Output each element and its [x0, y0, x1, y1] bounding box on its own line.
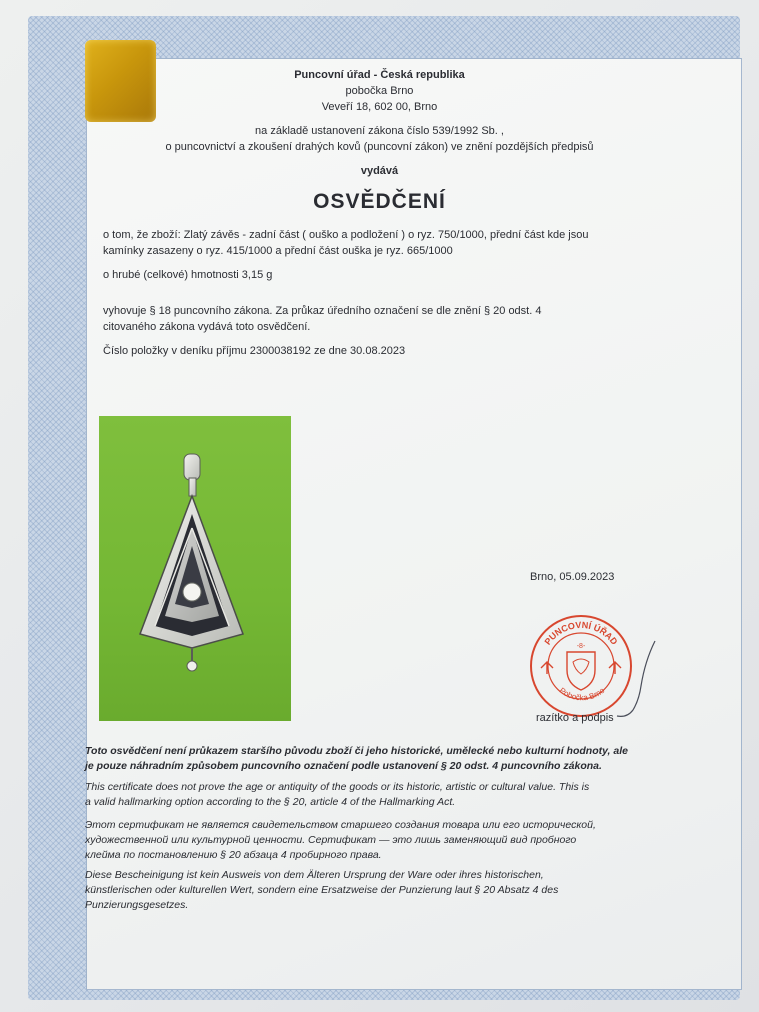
compliance-line2: citovaného zákona vydává toto osvědčení.	[103, 321, 311, 333]
gross-weight: o hrubé (celkové) hmotnosti 3,15 g	[103, 269, 273, 281]
goods-description-line1: o tom, že zboží: Zlatý závěs - zadní část ( ouško a podložení ) o ryz. 750/1000, přední část kde jsou	[103, 229, 589, 241]
office-address: Veveří 18, 602 00, Brno	[321, 101, 438, 113]
disclaimer-de-line3: Punzierungsgesetzes.	[85, 899, 189, 911]
office-branch: pobočka Brno	[345, 85, 414, 97]
disclaimer-de-line1: Diese Bescheinigung ist kein Ausweis von dem Älteren Ursprung der Ware oder ihres historischen,	[85, 869, 544, 881]
stamp-number: -8-	[576, 643, 586, 650]
law-description: o puncovnictví a zkoušení drahých kovů (puncovní zákon) ve znění pozdějších předpisů	[165, 141, 594, 153]
disclaimer-cz-line2: je pouze náhradním způsobem puncovního označení podle ustanovení § 20 odst. 4 puncovního zákona.	[85, 760, 602, 772]
disclaimer-de-line2: künstlerischen oder kulturellen Wert, sondern eine Ersatzweise der Punzierung laut § 20 Absatz 4 des	[85, 884, 559, 896]
disclaimer-ru-line1: Этот сертификат не является свидетельством старшего создания товара или его исторической,	[85, 819, 596, 831]
disclaimer-ru-line3: клейма по постановлению § 20 абзаца 4 пробирного права.	[85, 849, 382, 861]
compliance-line1: vyhovuje § 18 puncovního zákona. Za průkaz úředního označení se dle znění § 20 odst. 4	[103, 305, 542, 317]
signature-label: razítko a podpis	[536, 712, 614, 724]
signature-icon	[605, 635, 665, 725]
disclaimer-cz-line1: Toto osvědčení není průkazem staršího původu zboží či jeho historické, umělecké nebo kulturní hodnoty, ale	[85, 745, 628, 757]
law-reference: na základě ustanovení zákona číslo 539/1992 Sb. ,	[255, 125, 504, 137]
place-and-date: Brno, 05.09.2023	[530, 571, 615, 583]
pendant-photo	[99, 416, 291, 721]
svg-text:Pobočka Brno	[558, 686, 607, 703]
record-number: Číslo položky v deníku příjmu 2300038192 ze dne 30.08.2023	[103, 345, 406, 357]
office-name: Puncovní úřad - Česká republika	[294, 69, 465, 81]
pendant-icon	[99, 416, 291, 721]
disclaimer-en-line1: This certificate does not prove the age or antiquity of the goods or its historic, artistic or cultural value. This is	[85, 781, 590, 793]
disclaimer-ru-line2: художественной или культурной ценности. Сертификат — это лишь заменяющий вид пробного	[85, 834, 577, 846]
issues-label: vydává	[360, 165, 399, 177]
stamp-ring-top: PUNCOVNÍ ÚŘAD	[542, 619, 620, 647]
document-title: OSVĚDČENÍ	[313, 190, 446, 213]
disclaimer-en-line2: a valid hallmarking option according to the § 20, article 4 of the Hallmarking Act.	[85, 796, 456, 808]
goods-description-line2: kamínky zasazeny o ryz. 415/1000 a přední část ouška je ryz. 665/1000	[103, 245, 453, 257]
stamp-ring-bottom: Pobočka Brno	[557, 685, 607, 703]
